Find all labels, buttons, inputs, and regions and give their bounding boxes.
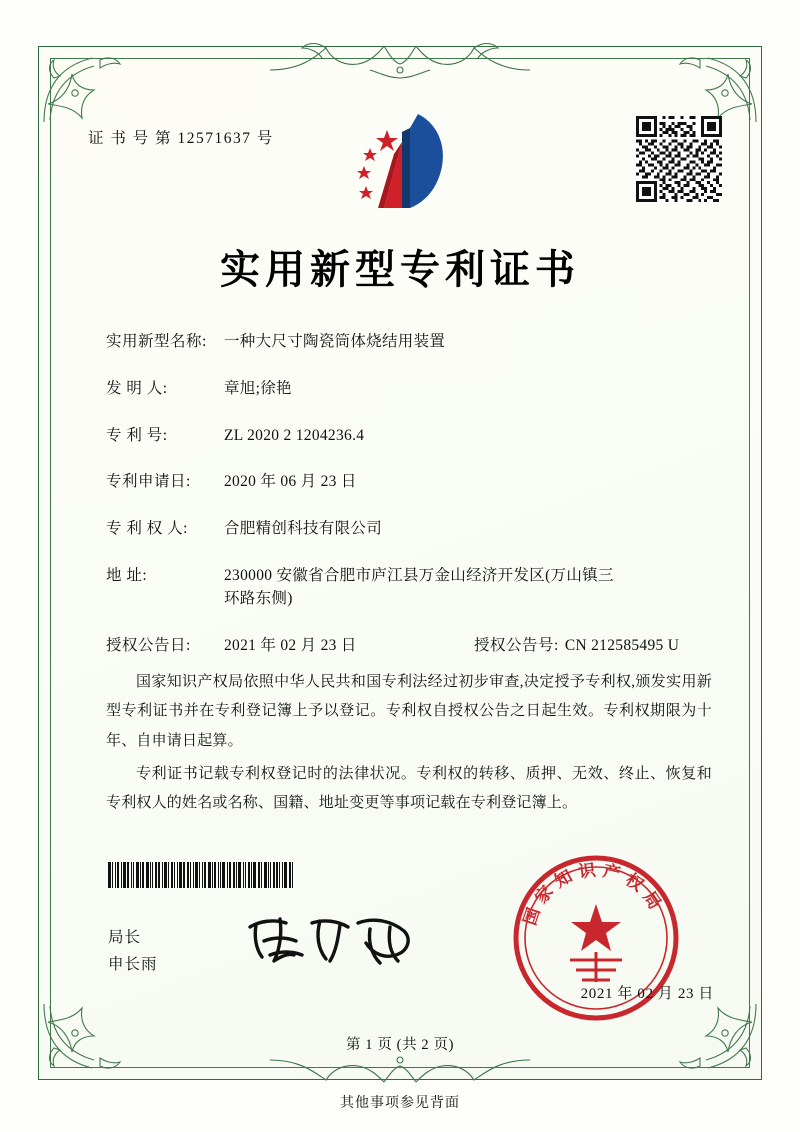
field-value-line2: 环路东侧) [224, 590, 293, 607]
field-label: 发 明 人: [106, 379, 168, 397]
field-application-date [106, 470, 710, 493]
field-value: ZL 2020 2 1204236.4 [224, 426, 365, 444]
certificate-number: 证 书 号 第 12571637 号 [88, 130, 274, 147]
field-publication [106, 634, 710, 657]
field-utility-model-name [106, 330, 710, 353]
barcode-bar [133, 862, 134, 888]
barcode-bar [127, 862, 129, 888]
barcode-bar [218, 862, 219, 888]
field-label: 地 址: [106, 566, 148, 584]
seal-date: 2021 年 02 月 23 日 [580, 986, 714, 1002]
barcode-bar [174, 862, 175, 888]
barcode-bar [238, 862, 241, 888]
page-number: 第 1 页 (共 2 页) [345, 1037, 455, 1053]
barcode-bar [204, 862, 206, 888]
barcode-bar [279, 862, 280, 888]
handwritten-signature-icon [240, 905, 430, 975]
barcode-bar [142, 862, 144, 888]
barcode-bar [292, 862, 293, 888]
barcode-bar [199, 862, 200, 888]
barcode-bar [229, 862, 231, 888]
barcode-bar [268, 862, 269, 888]
barcode-bar [261, 862, 262, 888]
qr-code-icon [636, 116, 722, 202]
barcode-bar [152, 862, 153, 888]
signature-title: 局长 [108, 929, 142, 946]
barcode-bar [168, 862, 169, 888]
barcode-bar [212, 862, 213, 888]
barcode-bar [117, 862, 119, 888]
signature-name: 申长雨 [108, 956, 158, 974]
field-value [224, 634, 710, 657]
field-label: 专 利 号: [106, 426, 168, 444]
barcode-bar [115, 862, 116, 888]
barcode-bar [282, 862, 283, 888]
barcode-bar [208, 862, 211, 888]
barcode-bar [264, 862, 267, 888]
field-value: 2020 年 06 月 23 日 [224, 473, 357, 491]
field-patent-number [106, 424, 710, 447]
barcode-bar [177, 862, 178, 888]
barcode-bar [155, 862, 157, 888]
barcode-bar [284, 862, 287, 888]
barcode-bar [164, 862, 167, 888]
barcode-bar [108, 862, 111, 888]
field-value-line1: 230000 安徽省合肥市庐江县万金山经济开发区(万山镇三 [224, 566, 614, 584]
barcode-bar [179, 862, 182, 888]
cnipa-logo-icon [350, 108, 458, 220]
footer-note: 其他事项参见背面 [340, 1096, 460, 1111]
barcode [108, 862, 304, 888]
barcode-bar [233, 862, 235, 888]
barcode-bar [220, 862, 221, 888]
barcode-bar [253, 862, 256, 888]
barcode-bar [183, 862, 185, 888]
field-label: 实用新型名称: [106, 333, 207, 350]
barcode-bar [123, 862, 126, 888]
barcode-bar [150, 862, 151, 888]
paragraph-2: 专利证书记载专利权登记时的法律状况。专利权的转移、质押、无效、终止、恢复和专利权人的姓名或名称、国籍、地址变更等事项记载在专利登记簿上。 [106, 765, 712, 811]
top-flourish-ornament-icon [270, 40, 530, 88]
field-label: 专 利 权 人: [106, 520, 188, 537]
barcode-bar [190, 862, 191, 888]
barcode-bar [214, 862, 216, 888]
barcode-bar [245, 862, 246, 888]
signature-block [108, 924, 158, 978]
field-value: 合肥精创科技有限公司 [224, 520, 383, 537]
publication-number-value: CN 212585495 U [564, 636, 680, 654]
publication-number-label: 授权公告号: [474, 636, 559, 654]
corner-ornament-icon [670, 48, 760, 126]
barcode-bar [243, 862, 244, 888]
barcode-bar [187, 862, 189, 888]
barcode-bar [248, 862, 250, 888]
field-patentee [106, 517, 710, 540]
barcode-bar [258, 862, 260, 888]
barcode-bar [131, 862, 132, 888]
field-value: 章旭;徐艳 [224, 379, 292, 397]
barcode-bar [112, 862, 113, 888]
barcode-bar [121, 862, 122, 888]
barcode-bar [162, 862, 163, 888]
corner-ornament-icon [40, 48, 130, 126]
svg-text:国 家 知 识 产 权 局: 国 家 知 识 产 权 局 [520, 860, 665, 928]
barcode-bar [276, 862, 278, 888]
field-inventor [106, 377, 710, 400]
field-value: 一种大尺寸陶瓷筒体烧结用装置 [224, 333, 446, 350]
barcode-bar [251, 862, 252, 888]
barcode-bar [227, 862, 228, 888]
barcode-bar [158, 862, 160, 888]
barcode-bar [146, 862, 149, 888]
publication-date-value: 2021 年 02 月 23 日 [224, 636, 357, 654]
barcode-bar [193, 862, 194, 888]
field-address [106, 564, 710, 611]
certificate-fields [106, 330, 710, 681]
barcode-bar [222, 862, 225, 888]
barcode-bar [270, 862, 271, 888]
page-title: 实用新型专利证书 [220, 246, 580, 293]
field-label: 专利申请日: [106, 473, 191, 491]
field-value-multiline [224, 564, 710, 611]
paragraph-1: 国家知识产权局依照中华人民共和国专利法经过初步审查,决定授予专利权,颁发实用新型专利证书并在专利登记簿上予以登记。专利权自授权公告之日起生效。专利权期限为十年、自申请日起算。 [106, 674, 712, 749]
barcode-bar [171, 862, 173, 888]
barcode-bar [273, 862, 275, 888]
barcode-bar [289, 862, 291, 888]
barcode-bar [195, 862, 198, 888]
legal-text [106, 668, 712, 822]
barcode-bar [236, 862, 237, 888]
barcode-bar [202, 862, 203, 888]
barcode-bar [136, 862, 139, 888]
barcode-bar [140, 862, 141, 888]
field-label: 授权公告日: [106, 636, 191, 654]
